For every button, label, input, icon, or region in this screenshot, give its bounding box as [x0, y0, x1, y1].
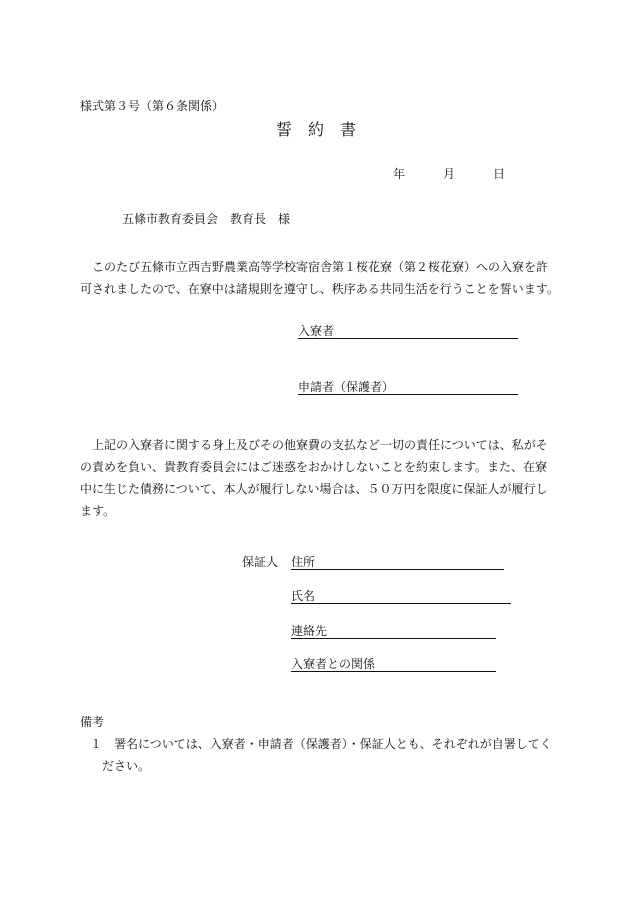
- guarantor-contact-line[interactable]: [291, 624, 496, 639]
- guarantee-line-1: 上記の入寮者に関する身上及びその他寮費の支払など一切の責任については、私がそ: [92, 438, 548, 452]
- pledge-paragraph: [80, 256, 559, 300]
- guarantor-heading: 保証人: [242, 555, 279, 569]
- note-item-1-line-2: ださい。: [102, 759, 151, 773]
- guarantee-line-2: の責めを負い、貴教育委員会にはご迷惑をおかけしないことを約束します。また、在寮: [80, 460, 548, 474]
- resident-label: 入寮者: [298, 324, 335, 338]
- date-day-label: 日: [493, 167, 506, 181]
- date-month-label: 月: [443, 167, 456, 181]
- guarantee-line-3: 中に生じた債務について、本人が履行しない場合は、５０万円を限度に保証人が履行し: [80, 482, 548, 496]
- guarantee-line-4: ます。: [80, 504, 116, 518]
- applicant-label: 申請者（保護者）: [298, 380, 395, 394]
- addressee: 五條市教育委員会 教育長 様: [122, 212, 291, 226]
- resident-signature-line[interactable]: [298, 324, 518, 339]
- guarantor-name-line[interactable]: [291, 589, 511, 604]
- guarantor-relation-line[interactable]: [291, 657, 496, 672]
- document-title: 誓 約 書: [276, 120, 357, 139]
- guarantor-name-label: 氏名: [291, 589, 316, 603]
- date-year-label: 年: [393, 167, 406, 181]
- applicant-signature-line[interactable]: [298, 380, 518, 395]
- pledge-line-1: このたび五條市立西吉野農業高等学校寄宿舎第１桜花寮（第２桜花寮）への入寮を許: [92, 260, 549, 274]
- pledge-line-2: 可されましたので、在寮中は諸規則を遵守し、秩序ある共同生活を行うことを誓います。: [80, 282, 559, 296]
- note-item-1-line-1: 署名については、入寮者・申請者（保護者）・保証人とも、それぞれが自署してく: [114, 737, 552, 751]
- guarantor-contact-label: 連絡先: [291, 624, 328, 638]
- guarantor-address-line[interactable]: [291, 555, 504, 570]
- notes-heading: 備考: [80, 715, 105, 729]
- guarantee-paragraph: [80, 434, 554, 522]
- form-number: 様式第３号（第６条関係）: [80, 99, 225, 113]
- note-item-1-number: １: [90, 737, 103, 751]
- guarantor-address-label: 住所: [291, 555, 316, 569]
- guarantor-relation-label: 入寮者との関係: [291, 657, 376, 671]
